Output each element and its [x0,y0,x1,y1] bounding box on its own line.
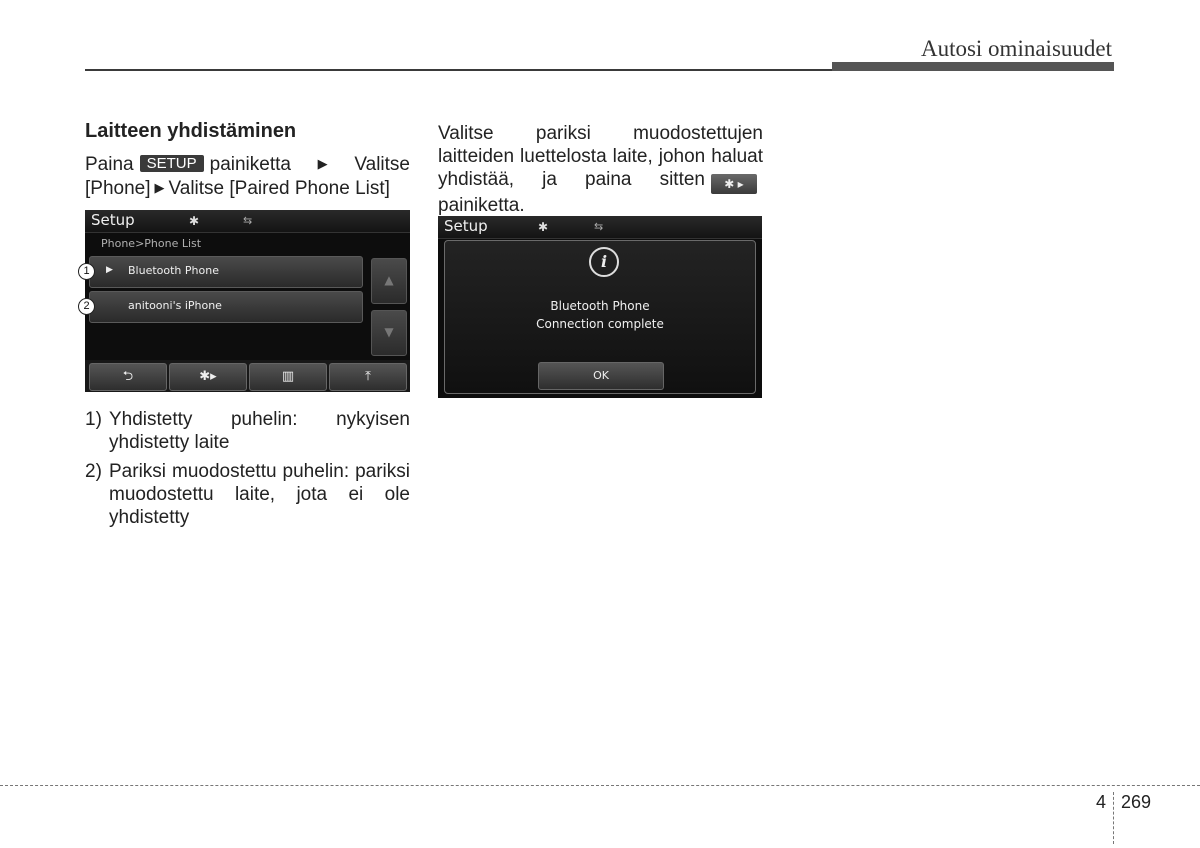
screen-title: Setup [91,211,135,229]
connection-dialog [444,240,756,394]
bluetooth-icon: ✱ [189,214,200,228]
section-heading: Laitteen yhdistäminen [85,120,297,142]
bottom-toolbar [85,360,410,392]
callout-2: 2 [78,298,95,315]
list-item-label: Bluetooth Phone [128,264,219,277]
breadcrumb: Phone>Phone List [101,237,202,250]
bluetooth-connect-icon: ✱▸ [199,369,217,384]
notes-list [85,408,410,535]
setup-connection-screen [438,216,762,398]
text-phone: [Phone] [85,178,151,199]
header-rule [85,69,832,71]
footer-divider [0,785,1200,786]
dialog-message-line1: Bluetooth Phone [550,299,650,313]
scroll-up-button[interactable] [371,258,407,304]
text-valitse: Valitse [354,154,410,175]
instruction-paragraph-right [438,122,763,217]
text-painiketta: painiketta [209,154,291,175]
usb-icon: ⇆ [243,214,253,227]
instruction-paragraph [85,152,410,200]
screen-status-bar [85,210,410,233]
list-item-connected-phone[interactable] [89,256,363,288]
note-text: Yhdistetty puhelin: nykyisen yhdistetty laite [109,409,410,453]
ok-button[interactable]: OK [538,362,664,390]
chevron-up-icon: ▲ [384,273,394,287]
play-icon: ▶ [106,265,113,275]
text-before-key: Valitse pariksi muodostettujen laitteiden luettelosta laite, johon haluat yhdistää, ja paina sitten [438,123,763,190]
chapter-number: 4 [1096,792,1107,812]
note-number: 2) [85,461,102,482]
move-to-top-icon: ⤒ [365,369,371,384]
usb-icon: ⇆ [594,220,604,233]
text-valitse-paired: Valitse [Paired Phone List] [168,178,390,199]
header-rule-accent [832,62,1114,71]
info-icon: i [589,247,619,277]
back-button[interactable] [89,363,167,391]
footer-vertical-divider [1113,792,1114,844]
dialog-message-line2: Connection complete [536,317,664,331]
screen-title: Setup [444,217,488,235]
page-number: 269 [1121,792,1152,812]
scroll-down-button[interactable] [371,310,407,356]
setup-phone-list-screen [85,210,410,392]
screen-status-bar [438,216,762,239]
list-item-label: anitooni's iPhone [128,299,222,312]
bluetooth-connect-key-badge: ✱ ▸ [711,174,757,194]
text-after-key: painiketta. [438,195,525,216]
list-item-paired-phone[interactable] [89,291,363,323]
note-item [85,460,410,529]
back-arrow-icon: ⮌ [122,369,134,384]
arrow-right-icon: ▶ [154,180,165,195]
bluetooth-icon: ✱ [538,220,549,234]
right-column [438,122,763,217]
text-paina: Paina [85,154,134,175]
setup-key-badge: SETUP [140,155,204,172]
callout-1: 1 [78,263,95,280]
note-item [85,408,410,454]
left-column [85,120,410,200]
header-title: Autosi ominaisuudet [920,36,1112,61]
move-to-top-button[interactable] [329,363,407,391]
note-text: Pariksi muodostettu puhelin: pariksi muodostettu laite, jota ei ole yhdistetty [109,461,410,528]
arrow-right-icon: ▶ [294,156,351,171]
trash-icon: ▥ [281,369,295,384]
bluetooth-connect-button[interactable] [169,363,247,391]
chevron-down-icon: ▼ [384,325,394,339]
delete-button[interactable] [249,363,327,391]
note-number: 1) [85,409,102,430]
